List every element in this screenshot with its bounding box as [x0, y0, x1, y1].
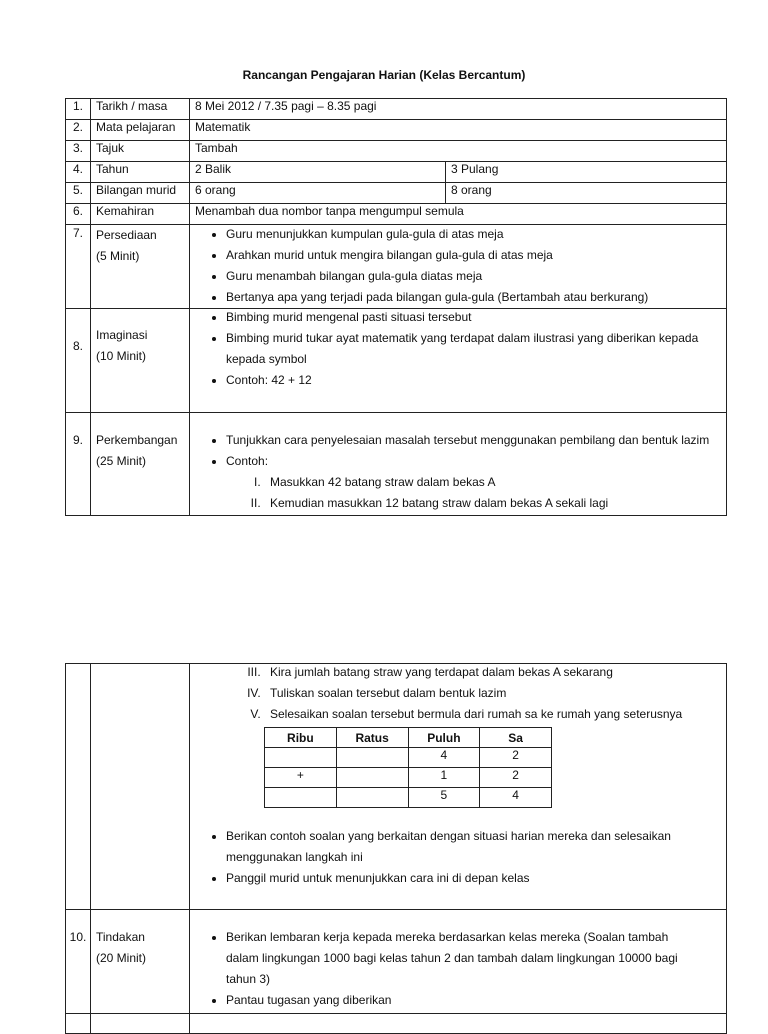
row-duration: (20 Minit) [96, 951, 147, 965]
row-value: 8 Mei 2012 / 7.35 pagi – 8.35 pagi [190, 99, 727, 120]
row-number [66, 664, 91, 910]
table-cell: 5 [408, 788, 480, 808]
row-number: 8. [66, 309, 91, 413]
table-cell: 1 [408, 768, 480, 788]
column-header: Puluh [408, 728, 480, 748]
table-cell [265, 788, 337, 808]
page-title: Rancangan Pengajaran Harian (Kelas Bercantum) [242, 68, 526, 82]
row-number: 7. [66, 225, 91, 309]
row-label: Tajuk [91, 141, 190, 162]
table-row [66, 225, 727, 309]
row-label: Imaginasi [96, 327, 148, 342]
table-row [66, 910, 727, 1014]
row-label-cell [91, 225, 190, 309]
table-cell: 2 [480, 748, 552, 768]
table-cell: + [265, 768, 337, 788]
table-row [265, 748, 552, 768]
row-value: Matematik [190, 120, 727, 141]
row-content [190, 309, 727, 413]
row-content [190, 910, 727, 1014]
list-item: • Guru menunjukkan kumpulan gula-gula di atas meja [226, 224, 726, 245]
row-label: Kemahiran [91, 204, 190, 225]
row-label: Tindakan [96, 930, 145, 944]
lesson-plan-table [65, 98, 727, 516]
list-item: • Tunjukkan cara penyelesaian masalah tersebut menggunakan pembilang dan bentuk lazim [226, 430, 726, 451]
table-row [265, 768, 552, 788]
lesson-plan-table-continued [65, 663, 727, 1034]
row-label: Tarikh / masa [91, 99, 190, 120]
column-header: Ratus [336, 728, 408, 748]
table-row [265, 788, 552, 808]
list-item: • Bimbing murid tukar ayat matematik yang terdapat dalam ilustrasi yang diberikan kepada kepada symbol [226, 328, 726, 370]
step-item: I. Masukkan 42 batang straw dalam bekas A [264, 472, 726, 493]
table-cell: 4 [480, 788, 552, 808]
row-label: Persediaan [96, 228, 157, 242]
row-number: 3. [66, 141, 91, 162]
row-duration: (5 Minit) [96, 249, 140, 263]
list-item: • Bimbing murid mengenal pasti situasi tersebut [226, 307, 726, 328]
table-row [66, 204, 727, 225]
row-value-year-a: 2 Balik [190, 162, 446, 183]
list-item: • Guru menambah bilangan gula-gula diatas meja [226, 266, 726, 287]
table-cell [265, 748, 337, 768]
table-row [66, 162, 727, 183]
row-label: Bilangan murid [91, 183, 190, 204]
table-cell [336, 788, 408, 808]
table-row [66, 664, 727, 910]
table-cell: 4 [408, 748, 480, 768]
step-item: II. Kemudian masukkan 12 batang straw dalam bekas A sekali lagi [264, 493, 726, 514]
step-item: IV. Tuliskan soalan tersebut dalam bentuk lazim [264, 683, 726, 704]
row-label-cell [91, 309, 190, 413]
place-value-table [264, 727, 552, 808]
row-content [190, 413, 727, 516]
row-label: Perkembangan [96, 433, 178, 447]
table-row [66, 309, 727, 413]
table-row [66, 183, 727, 204]
table-row [66, 99, 727, 120]
list-item: • Berikan lembaran kerja kepada mereka berdasarkan kelas mereka (Soalan tambah dalam lingkungan 1000 bagi kelas tahun 2 dan tambah dalam lingkungan 10000 bagi tahun 3) [226, 927, 726, 990]
list-item: • Berikan contoh soalan yang berkaitan dengan situasi harian mereka dan selesaikan menggunakan langkah ini [226, 826, 726, 868]
row-number: 1. [66, 99, 91, 120]
row-content [190, 664, 727, 910]
row-number: 4. [66, 162, 91, 183]
row-label: Tahun [91, 162, 190, 183]
step-item: III. Kira jumlah batang straw yang terdapat dalam bekas A sekarang [264, 662, 726, 683]
row-label-cell [91, 413, 190, 516]
step-item: V. Selesaikan soalan tersebut bermula dari rumah sa ke rumah yang seterusnya [264, 704, 726, 725]
list-item: • Panggil murid untuk menunjukkan cara ini di depan kelas [226, 868, 726, 889]
row-number: 9. [66, 413, 91, 516]
table-row [66, 141, 727, 162]
table-row [66, 120, 727, 141]
row-label: Mata pelajaran [91, 120, 190, 141]
table-cell: 2 [480, 768, 552, 788]
list-item: • Contoh: [226, 451, 726, 472]
column-header: Sa [480, 728, 552, 748]
table-row [66, 413, 727, 516]
row-duration: (25 Minit) [96, 454, 147, 468]
column-header: Ribu [265, 728, 337, 748]
table-cell [336, 768, 408, 788]
list-item: • Arahkan murid untuk mengira bilangan gula-gula di atas meja [226, 245, 726, 266]
row-duration: (10 Minit) [96, 348, 147, 363]
row-content [190, 225, 727, 309]
row-number: 6. [66, 204, 91, 225]
list-item: • Bertanya apa yang terjadi pada bilangan gula-gula (Bertambah atau berkurang) [226, 287, 726, 308]
row-label-cell [91, 664, 190, 910]
row-value-year-b: 3 Pulang [446, 162, 727, 183]
table-cell [336, 748, 408, 768]
row-value-count-a: 6 orang [190, 183, 446, 204]
row-number: 10. [66, 910, 91, 1014]
row-label-cell [91, 910, 190, 1014]
row-value-count-b: 8 orang [446, 183, 727, 204]
list-item: • Pantau tugasan yang diberikan [226, 990, 726, 1011]
row-number: 2. [66, 120, 91, 141]
row-value: Menambah dua nombor tanpa mengumpul semula [190, 204, 727, 225]
row-number: 5. [66, 183, 91, 204]
list-item: • Contoh: 42 + 12 [226, 370, 726, 391]
row-value: Tambah [190, 141, 727, 162]
